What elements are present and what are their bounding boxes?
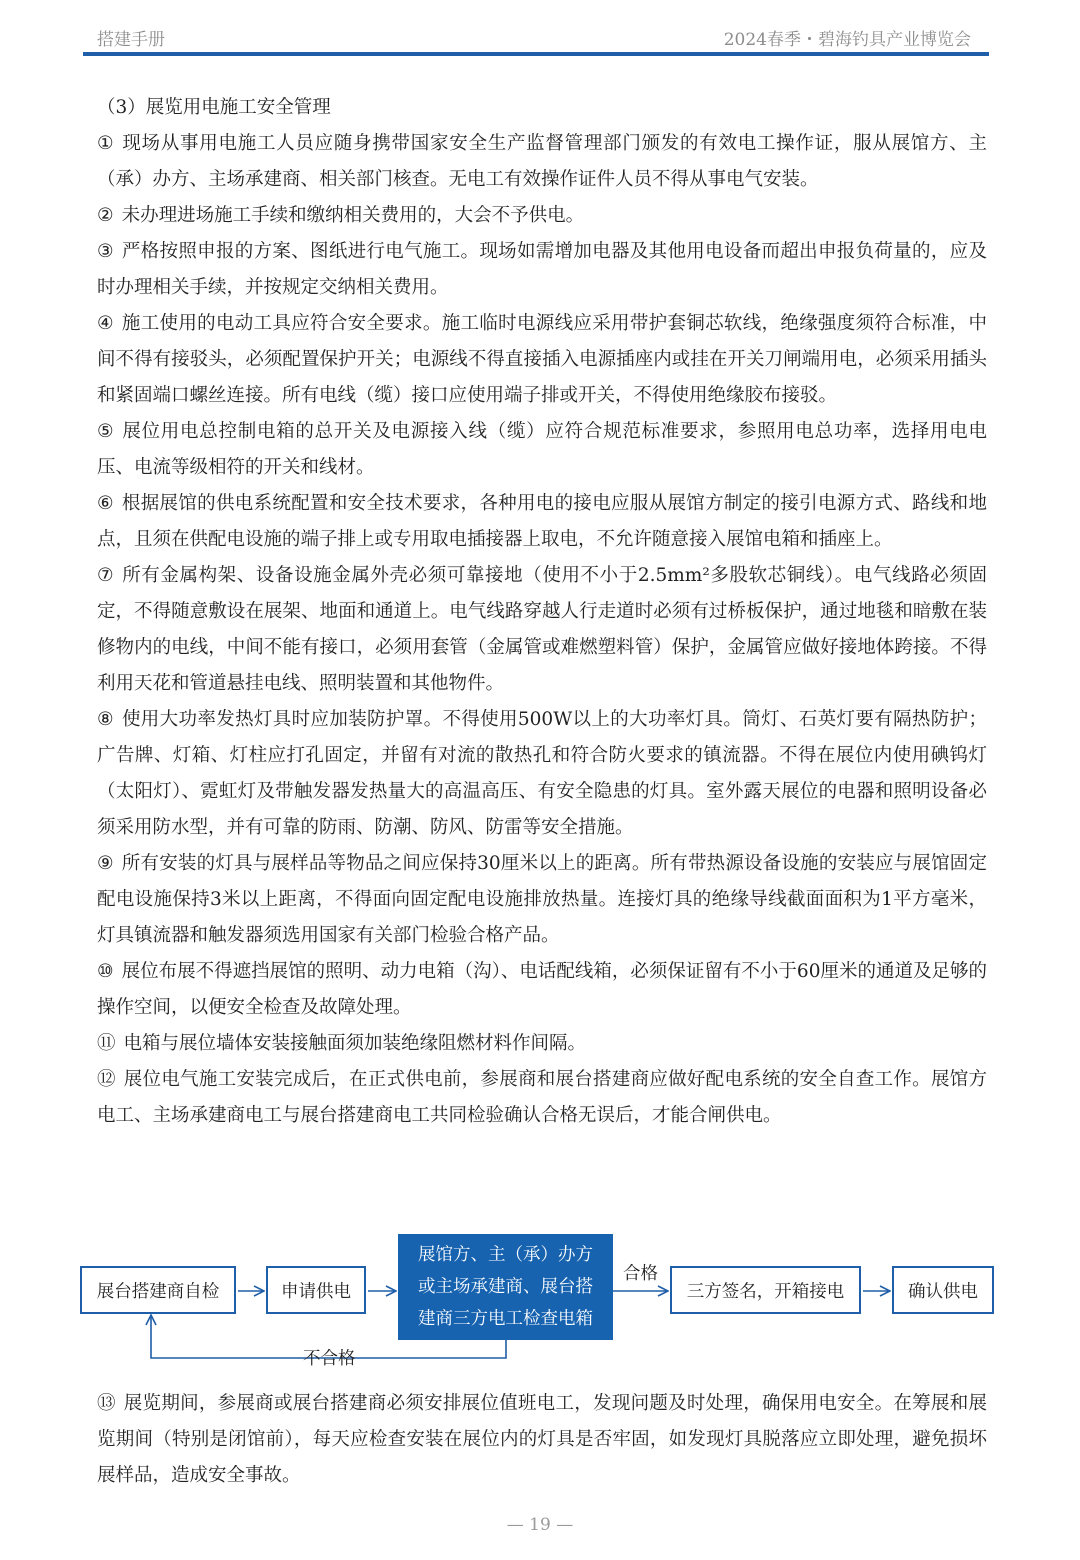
paragraph-number: ⑫: [97, 1069, 116, 1090]
paragraph-6: [97, 486, 987, 558]
paragraph-number: ①: [97, 133, 115, 154]
paragraph-12: [97, 1062, 987, 1134]
main-content: [97, 90, 987, 1134]
pass-label: 合格: [623, 1264, 658, 1284]
paragraph-number: ⑪: [97, 1033, 116, 1054]
paragraph-9: [97, 846, 987, 954]
step-apply-power: 申请供电: [266, 1266, 366, 1314]
paragraph-text: 根据展馆的供电系统配置和安全技术要求，各种用电的接电应服从展馆方制定的接引电源方式、路线和地点，且须在供配电设施的端子排上或专用取电插接器上取电，不允许随意接入展馆电箱和插座上。: [97, 493, 987, 550]
page-header: [83, 22, 989, 52]
paragraph-text: 所有金属构架、设备设施金属外壳必须可靠接地（使用不小于2.5mm²多股软芯铜线）。电气线路必须固定，不得随意敷设在展架、地面和通道上。电气线路穿越人行走道时必须有过桥板保护，通过地毯和暗敷在装修物内的电线，中间不能有接口，必须用套管（金属管或难燃塑料管）保护，金属管应做好接地体跨接。不得利用天花和管道悬挂电线、照明装置和其他物件。: [97, 565, 987, 694]
section-title: （3）展览用电施工安全管理: [97, 97, 331, 118]
paragraph-8: [97, 702, 987, 846]
paragraph-10: [97, 954, 987, 1026]
paragraph-text: 展览期间，参展商或展台搭建商必须安排展位值班电工，发现问题及时处理，确保用电安全。在筹展和展览期间（特别是闭馆前），每天应检查安装在展位内的灯具是否牢固，如发现灯具脱落应立即处理，避免损坏展样品，造成安全事故。: [97, 1393, 987, 1486]
paragraph-5: [97, 414, 987, 486]
paragraph-11: [97, 1026, 987, 1062]
paragraph-13: [97, 1386, 987, 1494]
header-manual-title: 搭建手册: [97, 30, 165, 50]
paragraph-2: [97, 198, 987, 234]
paragraph-text: 使用大功率发热灯具时应加装防护罩。不得使用500W以上的大功率灯具。筒灯、石英灯要有隔热防护；广告牌、灯箱、灯柱应打孔固定，并留有对流的散热孔和符合防火要求的镇流器。不得在展位内使用碘钨灯（太阳灯）、霓虹灯及带触发器发热量大的高温高压、有安全隐患的灯具。室外露天展位的电器和照明设备必须采用防水型，并有可靠的防雨、防潮、防风、防雷等安全措施。: [97, 709, 987, 838]
paragraph-number: ⑩: [97, 961, 114, 982]
paragraph-text: 施工使用的电动工具应符合安全要求。施工临时电源线应采用带护套铜芯软线，绝缘强度须符合标准，中间不得有接驳头，必须配置保护开关；电源线不得直接插入电源插座内或挂在开关刀闸端用电，必须采用插头和紧固端口螺丝连接。所有电线（缆）接口应使用端子排或开关，不得使用绝缘胶布接驳。: [97, 313, 987, 406]
paragraph-text: 未办理进场施工手续和缴纳相关费用的，大会不予供电。: [121, 205, 585, 226]
paragraph-number: ⑦: [97, 565, 115, 586]
power-supply-flowchart: [78, 1232, 998, 1372]
paragraph-number: ⑬: [97, 1393, 116, 1414]
step-inspection: [398, 1234, 613, 1340]
paragraph-text: 展位布展不得遮挡展馆的照明、动力电箱（沟）、电话配线箱，必须保证留有不小于60厘米的通道及足够的操作空间，以便安全检查及故障处理。: [97, 961, 987, 1018]
paragraph-number: ③: [97, 241, 114, 262]
paragraph-number: ⑤: [97, 421, 115, 442]
paragraph-3: [97, 234, 987, 306]
paragraph-number: ⑨: [97, 853, 114, 874]
paragraph-text: 电箱与展位墙体安装接触面须加装绝缘阻燃材料作间隔。: [123, 1033, 587, 1054]
step-self-check: 展台搭建商自检: [80, 1266, 236, 1314]
main-content-continued: [97, 1386, 987, 1494]
fail-label: 不合格: [303, 1349, 356, 1369]
header-event-title: 2024春季・碧海钓具产业博览会: [723, 30, 971, 50]
paragraph-text: 展位用电总控制电箱的总开关及电源接入线（缆）应符合规范标准要求，参照用电总功率，选择用电电压、电流等级相符的开关和线材。: [97, 421, 987, 478]
paragraph-7: [97, 558, 987, 702]
paragraph-text: 所有安装的灯具与展样品等物品之间应保持30厘米以上的距离。所有带热源设备设施的安装应与展馆固定配电设施保持3米以上距离，不得面向固定配电设施排放热量。连接灯具的绝缘导线截面面积为1平方毫米，灯具镇流器和触发器须选用国家有关部门检验合格产品。: [97, 853, 987, 946]
inspection-line-2: 或主场承建商、展台搭: [418, 1277, 593, 1297]
header-divider: [83, 52, 989, 56]
inspection-line-3: 建商三方电工检查电箱: [418, 1309, 593, 1329]
paragraph-text: 严格按照申报的方案、图纸进行电气施工。现场如需增加电器及其他用电设备而超出申报负荷量的，应及时办理相关手续，并按规定交纳相关费用。: [97, 241, 987, 298]
step-confirm-power: 确认供电: [892, 1266, 994, 1314]
inspection-line-1: 展馆方、主（承）办方: [418, 1245, 593, 1265]
paragraph-number: ⑧: [97, 709, 114, 730]
paragraph-text: 展位电气施工安装完成后，在正式供电前，参展商和展台搭建商应做好配电系统的安全自查工作。展馆方电工、主场承建商电工与展台搭建商电工共同检验确认合格无误后，才能合闸供电。: [97, 1069, 987, 1126]
paragraph-number: ②: [97, 205, 114, 226]
paragraph-number: ④: [97, 313, 114, 334]
step-sign-off: 三方签名，开箱接电: [670, 1266, 861, 1314]
paragraph-text: 现场从事用电施工人员应随身携带国家安全生产监督管理部门颁发的有效电工操作证，服从展馆方、主（承）办方、主场承建商、相关部门核查。无电工有效操作证件人员不得从事电气安装。: [97, 133, 987, 190]
paragraph-number: ⑥: [97, 493, 114, 514]
paragraph-4: [97, 306, 987, 414]
page-number: — 19 —: [506, 1515, 574, 1535]
paragraph-1: [97, 126, 987, 198]
